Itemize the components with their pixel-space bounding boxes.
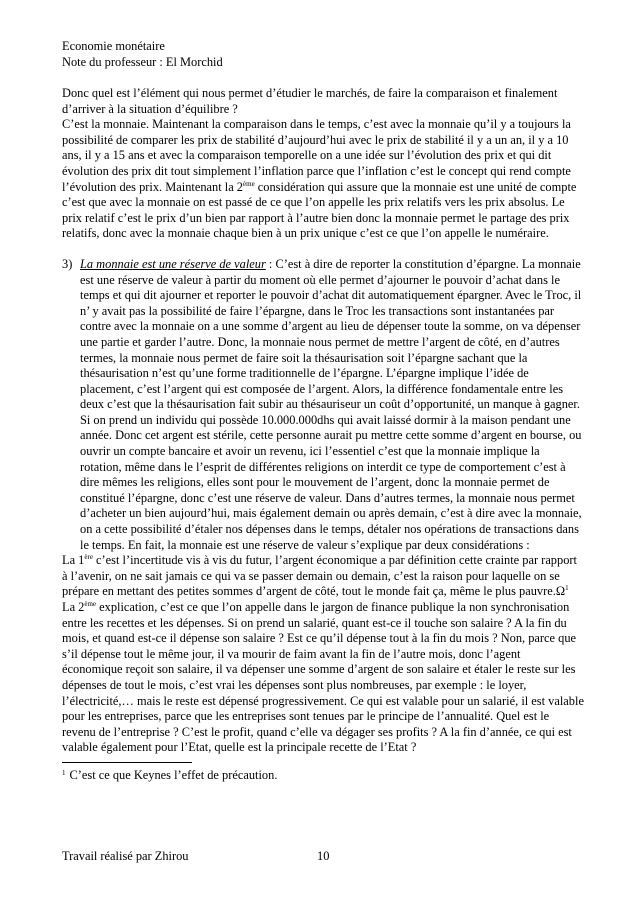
second-explanation-text: explication, c’est ce que l’on appelle dans le jargon de finance publique la non synchronisation entre les recettes et les dépenses. Si on prend un salarié, quant est-ce il touche son salaire ? A la fin du mois, et quand est-ce il dépense son salaire ? Est ce qu’il dépense tout à la fin du mois ? Non, parce que s’il dépense tout le même jour, il va mourir de faim avant la fin de l’autre mois, donc l’agent économique reçoit son salaire, il va dépenser une somme d’argent de son salaire et étaler le reste sur les dépenses de tout le mois, c’est vrai les dépenses sont plus nombreuses, par exemple : le loyer, l’électricité,… mais le reste est dépensé progressivement. Ce qui est valable pour un salarié, il est valable pour les entreprises, parce que les entreprises sont tenues par le principe de l’annualité. Quel est le revenu de l’entreprise ? C’est le profit, quand c’elle va dégager ses profits ? A la fin d’année, ce qui est valable également pour l’Etat, quelle est la principale recette de l’Etat ? [62, 600, 584, 755]
first-explanation-text: c’est l’incertitude vis à vis du futur, l’argent économique a par définition cette crainte par rapport à l’avenir, on ne sait jamais ce qui va se passer demain ou demain, c’est la raison pour laquelle on se prépare en mettant des petites sommes d’argent de côté, tout le monde fait ça, même le plus pauvre. [62, 553, 577, 599]
document-header [62, 38, 584, 70]
second-explanation-lead: La 2 [62, 600, 85, 614]
list-item-number: 3) [62, 256, 73, 271]
page-number: 10 [317, 849, 330, 863]
footnote-marker: 1 [62, 768, 66, 777]
footnote-reference[interactable]: 1 [565, 584, 569, 593]
intro-answer-part-1: C’est la monnaie. Maintenant la comparaison dans le temps, c’est avec la monnaie qu’il y a toujours la possibilité de comparer les prix de stabilité d’aujourd’hui avec le prix de stabilité il y a un an, il y a 10 ans, il y a 15 ans et avec la comparaison temporelle on a une idée sur l’évolution des prix et qui dit évolution des prix dit tout simplement l’inflation parce que l’inflation c’est le concept qui rend compte l’évolution des prix. Maintenant la 2 [62, 117, 571, 194]
section-heading: La monnaie est une réserve de valeur [80, 256, 266, 271]
ordinal-superscript: ère [84, 553, 93, 562]
intro-paragraph-answer [62, 117, 584, 242]
intro-paragraph-question: Donc quel est l’élément qui nous permet d’étudier le marchés, de faire la comparaison et finalement d’arriver à la situation d’équilibre ? [62, 86, 558, 116]
section-text: : C’est à dire de reporter la constitution d’épargne. La monnaie est une réserve de valeur à partir du moment où elle permet d’ajourner le pouvoir d’achat dans le temps et qui dit ajourner et reporter le pouvoir d’achat dit automatiquement épargner. Avec le Troc, il n’ y avait pas la possibilité de faire l’épargne, dans le Troc les transactions sont instantanées par contre avec la monnaie on a une somme d’argent au lieu de dépenser toute la somme, on va dépenser une partie et garder l’autre. Donc, la monnaie nous permet de mettre l’argent de côté, en d’autres termes, la monnaie nous permet de faire soit la thésaurisation soit l’épargne sachant que la thésaurisation n’est qu’une forme traditionnelle de l’épargne. L’épargne implique l’idée de placement, c’est l’argent qui est composée de l’argent. Alors, la différence fondamentale entre les deux c’est que la thésaurisation fait subir au thésauriseur un coût d’opportunité, un manque à gagner. Si on prend un individu qui possède 10.000.000dhs qui avait laissé dormir à la maison pendant une année. Donc cet argent est stérile, cette personne aurait pu mettre cette somme d’argent en bourse, ou ouvrir un compte bancaire et avoir un revenu, ici l’essentiel c’est que la monnaie implique la rotation, même dans le l’esprit de différentes religions on interdit ce type de comportement c’est à dire mêmes les religions, elles sont pour le mouvement de l’argent, donc la monnaie permet de constitué l’épargne, donc c’est une réserve de valeur. Dans d’autres termes, la monnaie nous permet d’acheter un bien aujourd’hui, mais également demain ou après demain, c’est à dire avec la monnaie, on a cette possibilité d’étaler nos dépenses dans le temps, détaler nos opérations de transactions dans le temps. En fait, la monnaie est une réserve de valeur s’explique par deux considérations : [80, 256, 582, 552]
footnote-separator [62, 762, 192, 763]
intro-answer-part-2: considération qui assure que la monnaie est une unité de compte c’est que avec la monnaie on est passé de ce que l’on appelle les prix relatifs vers les prix absolus. Le prix relatif c’est le prix d’un bien par rapport à l’autre bien donc la monnaie permet le partage des prix relatifs, donc avec la monnaie chaque bien à un prix unique c’est ce que l’on appelle le numéraire. [62, 179, 577, 241]
intro-section [62, 86, 584, 242]
footnote [62, 768, 584, 783]
first-explanation-lead: La 1 [62, 553, 85, 568]
course-title: Economie monétaire [62, 39, 165, 53]
footer-author: Travail réalisé par Zhirou [62, 849, 189, 863]
ordinal-superscript: ème [84, 600, 97, 608]
ordinal-superscript: ème [243, 179, 255, 188]
footnote-text: C’est ce que Keynes l’effet de précaution. [69, 767, 278, 782]
second-explanation-paragraph [62, 600, 584, 756]
list-item-body [80, 257, 584, 553]
list-item-section-3 [62, 257, 584, 553]
professor-note: Note du professeur : El Morchid [62, 55, 223, 69]
document-page [62, 38, 584, 795]
omega-symbol: Ω [555, 584, 566, 599]
first-explanation-paragraph [62, 553, 584, 600]
